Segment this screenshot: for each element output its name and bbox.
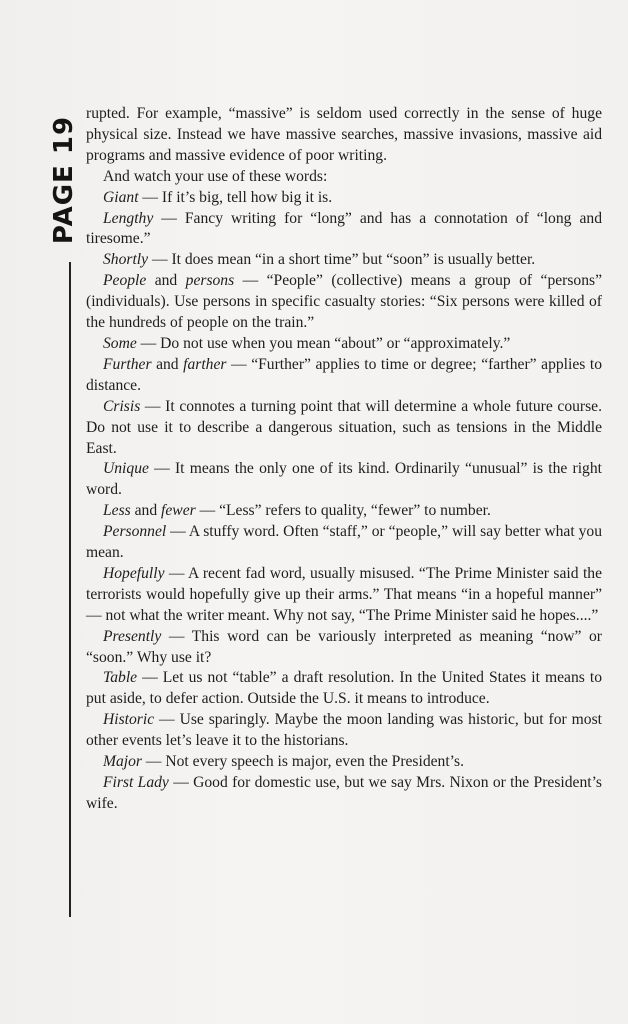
usage-entry — [86, 710, 602, 752]
page-number-label: PAGE 19 — [49, 115, 79, 245]
usage-entry-list — [86, 188, 602, 815]
usage-definition: — Let us not “table” a draft resolution. In the United States it means to put aside, to defer action. Outside the U.S. it means to introduce. — [86, 669, 602, 708]
usage-entry — [86, 271, 602, 334]
usage-term: Giant — [103, 188, 139, 206]
usage-definition: — Do not use when you mean “about” or “approximately.” — [136, 334, 511, 352]
usage-term: Major — [103, 753, 142, 771]
usage-entry — [86, 188, 602, 209]
usage-definition: — A stuffy word. Often “staff,” or “people,” will say better what you mean. — [86, 523, 602, 562]
usage-definition: — It means the only one of its kind. Ordinarily “unusual” is the right word. — [86, 460, 602, 499]
usage-entry — [86, 501, 602, 522]
usage-entry — [86, 355, 602, 397]
usage-term: Personnel — [103, 523, 167, 541]
usage-definition: — It connotes a turning point that will determine a whole future course. Do not use it to describe a dangerous situation, such as tensions in the Middle East. — [86, 397, 602, 457]
usage-entry — [86, 250, 602, 271]
usage-term: Hopefully — [103, 564, 165, 582]
usage-definition: — Good for domestic use, but we say Mrs. Nixon or the President’s wife. — [86, 774, 602, 812]
usage-definition: — Use sparingly. Maybe the moon landing was historic, but for most other events let’s leave it to the historians. — [86, 711, 602, 750]
term-connector: and — [146, 272, 186, 290]
usage-term: Unique — [103, 460, 149, 478]
usage-term: People — [103, 272, 147, 290]
usage-definition: — Not every speech is major, even the President’s. — [141, 753, 464, 771]
usage-term: Further — [103, 355, 152, 373]
margin-rule — [69, 262, 71, 917]
usage-term: Historic — [103, 711, 155, 729]
usage-entry — [86, 459, 602, 501]
usage-entry — [86, 627, 602, 669]
usage-definition: — “People” (collective) means a group of “persons” (individuals). Use persons in specific casualty stories: “Six persons were killed of the hundreds of people on the train.” — [86, 272, 603, 332]
usage-entry — [86, 209, 602, 251]
usage-term: Lengthy — [103, 209, 154, 227]
usage-definition: — “Further” applies to time or degree; “farther” applies to distance. — [86, 355, 603, 394]
usage-term: Crisis — [103, 397, 141, 415]
usage-entry — [86, 334, 602, 355]
lead-in-paragraph: And watch your use of these words: — [103, 167, 328, 185]
usage-entry — [86, 752, 602, 773]
usage-term-secondary: fewer — [161, 502, 196, 520]
term-connector: and — [151, 355, 184, 373]
usage-definition: — This word can be variously interpreted as meaning “now” or “soon.” Why use it? — [86, 627, 602, 666]
usage-entry — [86, 522, 602, 564]
term-connector: and — [130, 502, 162, 520]
usage-definition: — If it’s big, tell how big it is. — [138, 188, 333, 206]
usage-definition: — A recent fad word, usually misused. “The Prime Minister said the terrorists would hopefully give up their arms.” That means “in a hopeful manner” — not what the writer meant. Why not say, “The Prime Minister said he hopes....” — [86, 564, 602, 624]
usage-term: Presently — [103, 627, 162, 645]
usage-definition: — It does mean “in a short time” but “soon” is usually better. — [148, 251, 536, 269]
usage-definition: — “Less” refers to quality, “fewer” to number. — [195, 502, 491, 520]
body-text — [86, 104, 602, 815]
page-number-tab — [44, 100, 84, 260]
usage-entry — [86, 668, 602, 710]
intro-paragraph: rupted. For example, “massive” is seldom used correctly in the sense of huge physical size. Instead we have massive searches, massive invasions, massive aid programs and massive evidence of poor writing. — [86, 105, 602, 164]
usage-entry — [86, 397, 602, 460]
usage-term: Table — [103, 669, 138, 687]
usage-term-secondary: persons — [185, 272, 235, 290]
usage-entry — [86, 773, 602, 815]
usage-term-secondary: farther — [183, 355, 227, 373]
usage-term: Less — [103, 502, 131, 520]
usage-term: Some — [103, 334, 137, 352]
usage-term: First Lady — [103, 774, 169, 791]
usage-entry — [86, 564, 602, 627]
usage-definition: — Fancy writing for “long” and has a connotation of “long and tiresome.” — [86, 209, 602, 248]
usage-term: Shortly — [103, 251, 149, 269]
